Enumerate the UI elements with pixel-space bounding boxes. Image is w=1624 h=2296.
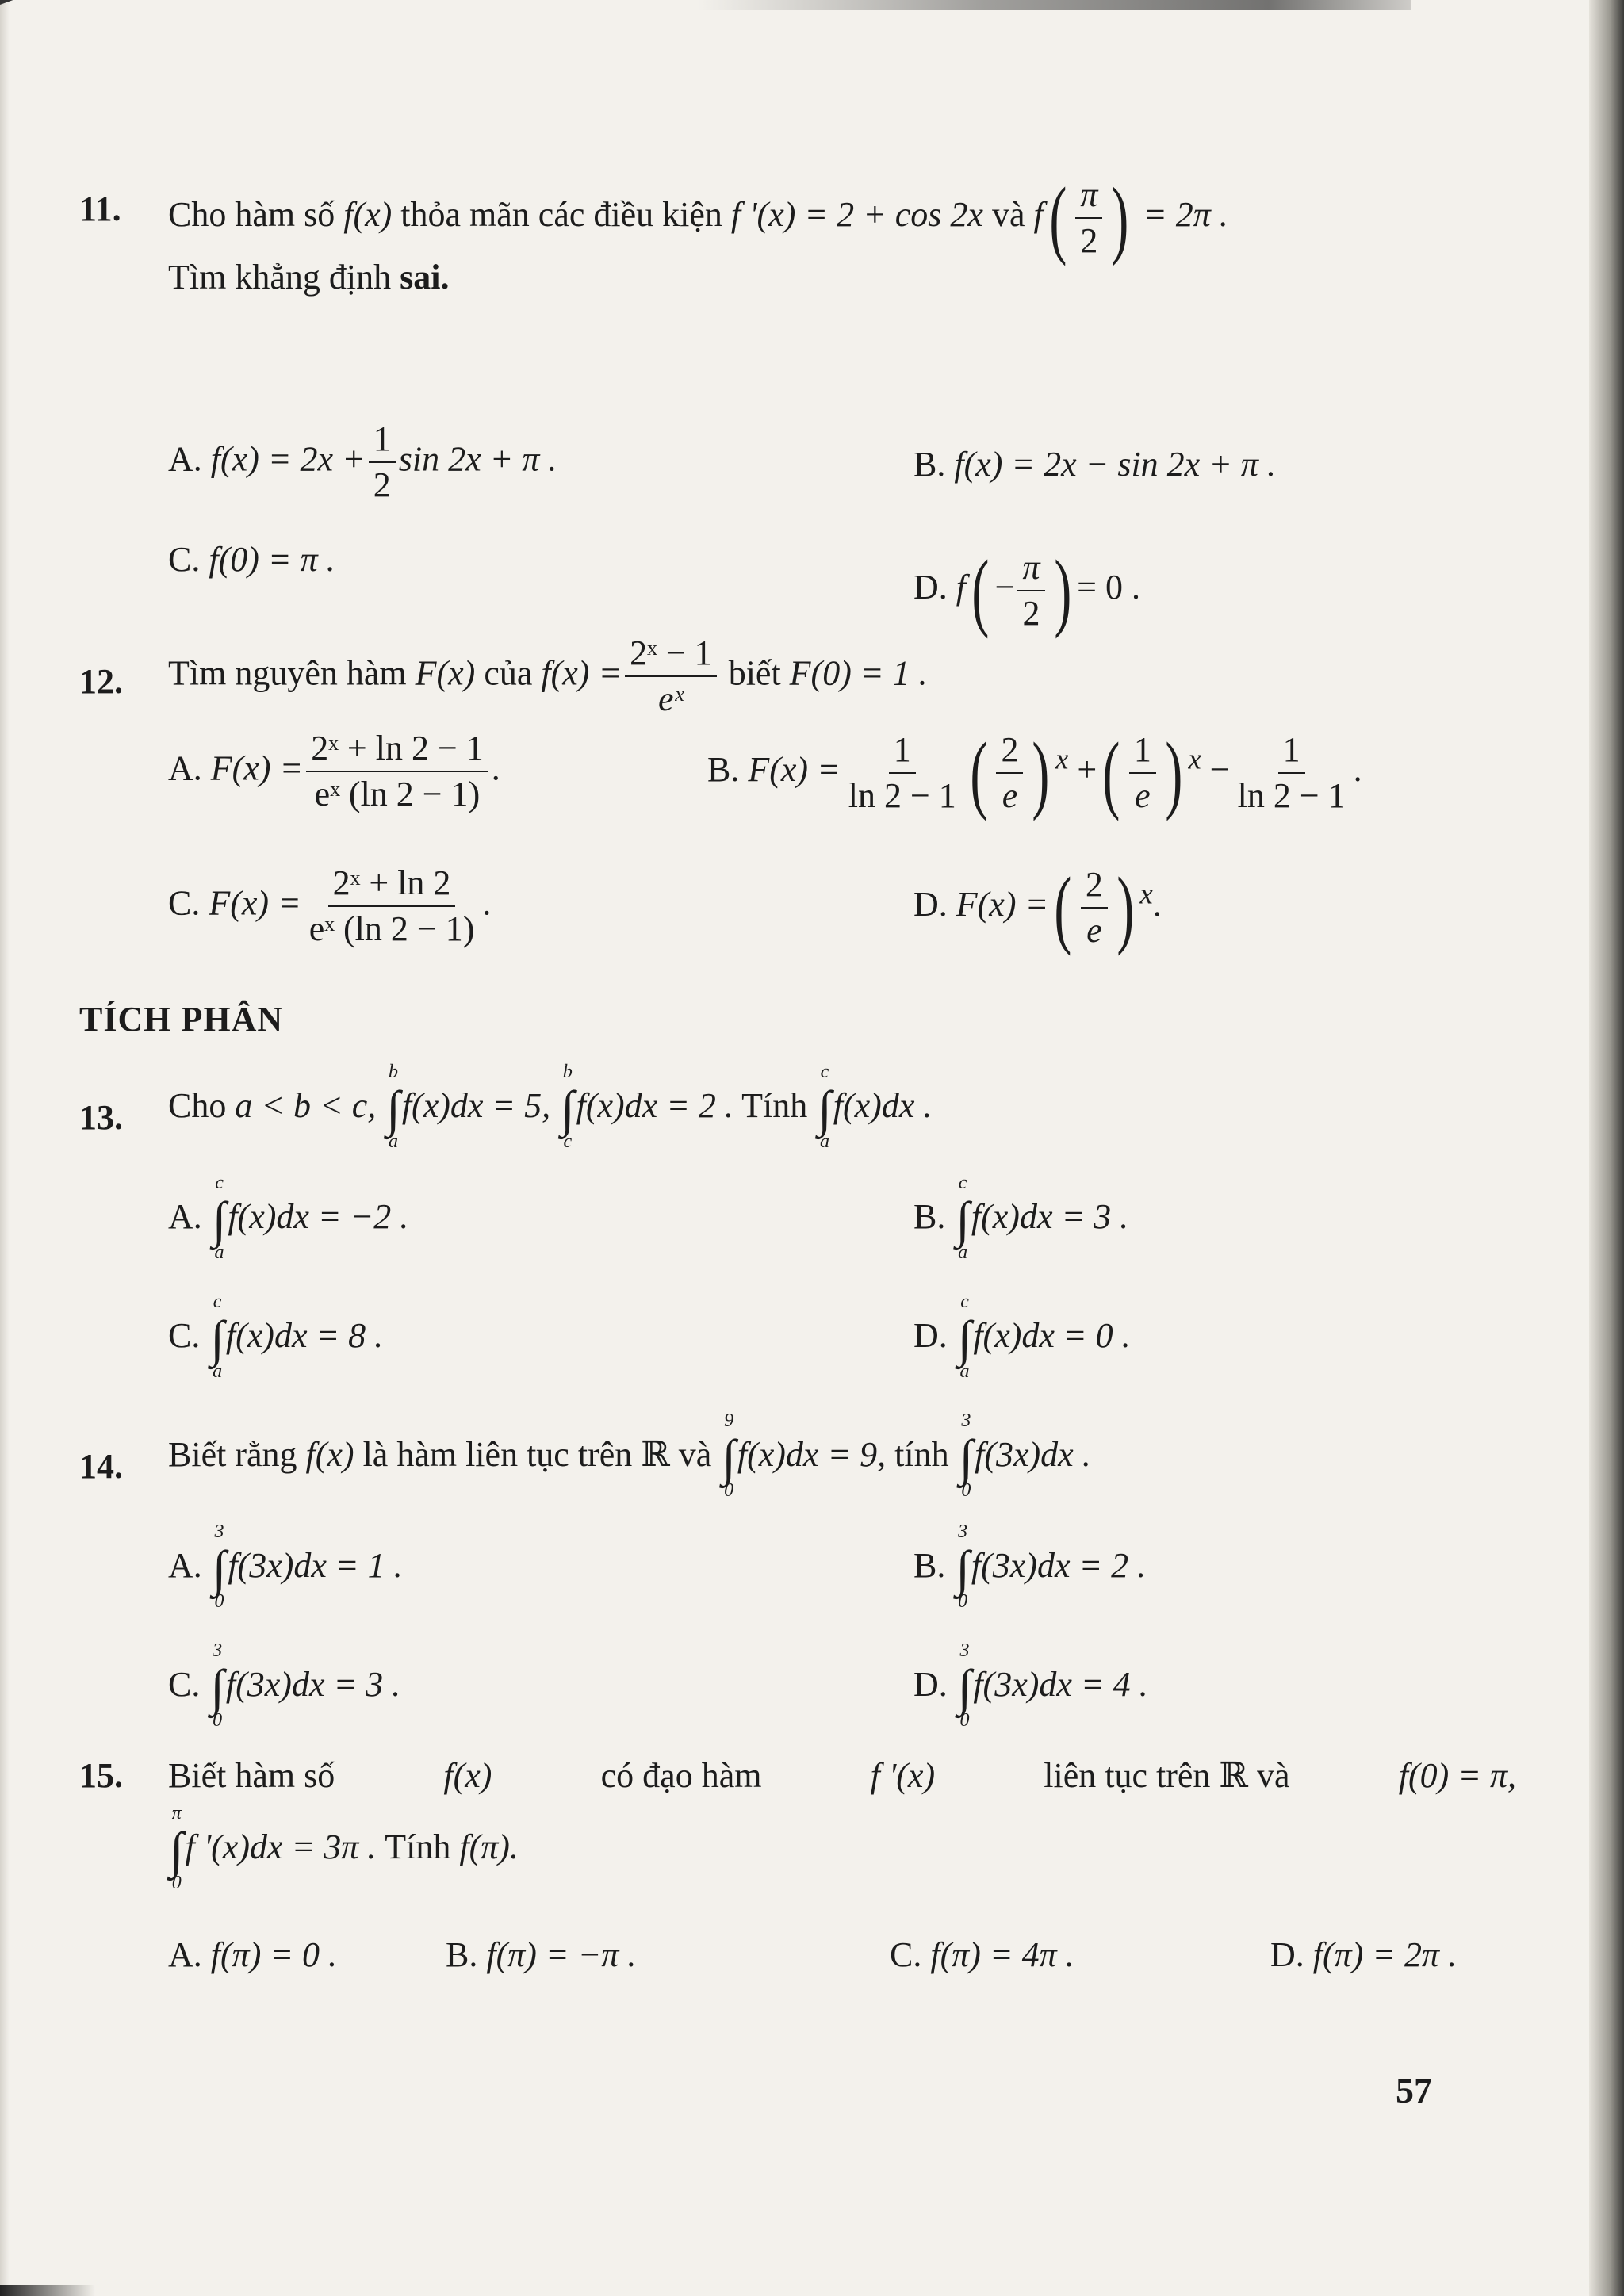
integral-sign: 3 ∫ 0 xyxy=(959,1410,974,1501)
text: Tìm khẳng định xyxy=(168,258,392,297)
corner-mark xyxy=(0,0,56,52)
text: Cho hàm số xyxy=(168,195,335,235)
fraction: $\frac{\pi}{2}$ xyxy=(1017,549,1044,633)
math: = 2π . xyxy=(1143,195,1228,235)
option-b[interactable]: B. F(x) = $\frac{1}{\ln 2 - 1}$ ( $\frac{2}{e}$ ) $^x$ +( $\frac{1}{e}$ ) $^x$ − $\frac{1}{\ln 2 - 1}$ . xyxy=(707,725,1362,821)
option-c[interactable]: C. 3 ∫ 0 f(3x)dx = 3 . xyxy=(168,1641,400,1735)
option-b[interactable]: B. c ∫ a f(x)dx = 3 . xyxy=(914,1173,1128,1267)
option-a[interactable]: A. f(π) = 0 . xyxy=(168,1935,338,1974)
question-number: 14. xyxy=(79,1447,123,1486)
integral-sign: 3 ∫ 0 xyxy=(957,1640,972,1731)
page-number: 57 xyxy=(1396,2070,1432,2110)
options-12 xyxy=(168,725,1443,991)
option-d[interactable]: D. f(π) = 2π . xyxy=(1270,1935,1457,1974)
question-number: 13. xyxy=(79,1098,123,1137)
option-c[interactable]: C. c ∫ a f(x)dx = 8 . xyxy=(168,1292,383,1386)
integral-sign: c ∫ a xyxy=(956,1173,970,1263)
option-a[interactable]: A. F(x) = $\frac{\text{2ˣ + ln 2 − 1}}{\text{eˣ (ln 2 − 1)}}$ . xyxy=(168,729,500,814)
integral-sign: c ∫ a xyxy=(957,1292,972,1382)
question-number: 11. xyxy=(79,189,121,228)
integral-sign: 3 ∫ 0 xyxy=(956,1521,970,1612)
question-text-line2 xyxy=(168,254,1443,300)
option-b[interactable]: B. f(π) = −π . xyxy=(446,1935,637,1974)
fraction: $\frac{1}{\ln 2 - 1}$ xyxy=(1237,729,1346,815)
options-14 xyxy=(168,1522,1443,1752)
integral-sign: 9 ∫ 0 xyxy=(722,1410,736,1501)
option-d[interactable]: D. f( − $\frac{\pi}{2}$ ) = 0 . xyxy=(914,542,1140,639)
question-text xyxy=(168,166,1443,300)
integral-sign: b ∫ c xyxy=(561,1062,575,1152)
options-13 xyxy=(168,1173,1443,1411)
page-content xyxy=(79,166,1516,1998)
option-d[interactable]: D. F(x) =( $\frac{2}{e}$ ) $^x$. xyxy=(914,859,1162,956)
fraction: $\frac{\pi}{2}$ xyxy=(1075,176,1102,261)
scan-smudge-top xyxy=(698,0,1411,10)
fraction: $\frac{1}{\ln 2 - 1}$ xyxy=(848,729,956,815)
question-14 xyxy=(79,1411,1443,1514)
option-d[interactable]: D. c ∫ a f(x)dx = 0 . xyxy=(914,1292,1131,1386)
option-a[interactable]: A. c ∫ a f(x)dx = −2 . xyxy=(168,1173,408,1267)
fraction: $\frac{2}{e}$ xyxy=(1081,866,1108,951)
integral-sign: b ∫ a xyxy=(386,1062,400,1152)
text: thỏa mãn các điều kiện xyxy=(400,195,722,235)
option-b[interactable]: B. 3 ∫ 0 f(3x)dx = 2 . xyxy=(914,1522,1146,1616)
question-11 xyxy=(79,166,1443,428)
question-number: 12. xyxy=(79,662,123,701)
paren: ) xyxy=(1111,170,1129,266)
fraction: $\frac{\text{2ˣ − 1}}{\text{eˣ}}$ xyxy=(625,634,717,719)
scan-smudge-bottom xyxy=(0,2285,95,2296)
fraction: $\frac{1}{2}$ xyxy=(369,420,396,505)
options-15 xyxy=(168,1934,1457,1998)
option-b[interactable]: B. f(x) = 2x − sin 2x + π . xyxy=(914,445,1276,484)
paren: ( xyxy=(1049,170,1067,266)
integral-sign: c ∫ a xyxy=(818,1062,832,1152)
option-a[interactable]: A. 3 ∫ 0 f(3x)dx = 1 . xyxy=(168,1522,403,1616)
question-text: Tìm nguyên hàm F(x) của f(x) = $\frac{\text{2ˣ − 1}}{\text{eˣ}}$ biết F(0) = 1 . xyxy=(168,633,928,719)
math: f xyxy=(1033,195,1044,235)
option-c[interactable]: C. f(π) = 4π . xyxy=(890,1935,1074,1974)
option-a[interactable]: A. f(x) = 2x + $\frac{1}{2}$ sin 2x + π . xyxy=(168,419,557,505)
question-15 xyxy=(79,1752,1516,1934)
integral-sign: c ∫ a xyxy=(212,1173,227,1263)
fraction: $\frac{\text{2ˣ + ln 2 − 1}}{\text{eˣ (ln 2 − 1)}}$ xyxy=(306,729,488,814)
section-title: TÍCH PHÂN xyxy=(79,1000,284,1039)
page-left-edge xyxy=(0,0,10,2296)
question-text: Biết rằng f(x) là hàm liên tục trên ℝ và 9 ∫ 0 f(x)dx = 9, tính 3 ∫ 0 f(3x)dx . xyxy=(168,1411,1443,1505)
option-c[interactable]: C. F(x) = $\frac{\text{2ˣ + ln 2}}{\text{eˣ (ln 2 − 1)}}$ . xyxy=(168,863,492,949)
question-text: Cho a < b < c, b ∫ a f(x)dx = 5, b ∫ c f(x)dx = 2 . Tính c ∫ a f(x)dx . xyxy=(168,1062,1443,1156)
emphasis: sai. xyxy=(400,258,450,297)
fraction: $\frac{1}{e}$ xyxy=(1129,731,1156,816)
option-c[interactable]: C. f(0) = π . xyxy=(168,540,335,579)
integral-sign: 3 ∫ 0 xyxy=(212,1521,227,1612)
math: f '(x) = 2 + cos 2x xyxy=(730,195,983,235)
fraction: $\frac{\text{2ˣ + ln 2}}{\text{eˣ (ln 2 − 1)}}$ xyxy=(308,863,475,949)
question-12 xyxy=(79,634,1443,721)
page-binding-shadow xyxy=(1589,0,1624,2296)
text: và xyxy=(991,195,1025,235)
integral-sign: π ∫ 0 xyxy=(170,1803,184,1893)
question-text-line2: π ∫ 0 f '(x)dx = 3π . Tính f(π). xyxy=(168,1804,1443,1897)
integral-sign: 3 ∫ 0 xyxy=(210,1640,224,1731)
question-text: Biết hàm số f(x) có đạo hàm f '(x) liên tục trên ℝ và f(0) = π, xyxy=(168,1756,1516,1795)
math: f(x) xyxy=(343,195,393,235)
question-number: 15. xyxy=(79,1756,123,1795)
fraction: $\frac{2}{e}$ xyxy=(996,731,1023,816)
question-13 xyxy=(79,1062,1443,1165)
option-d[interactable]: D. 3 ∫ 0 f(3x)dx = 4 . xyxy=(914,1641,1148,1735)
integral-sign: c ∫ a xyxy=(210,1292,224,1382)
